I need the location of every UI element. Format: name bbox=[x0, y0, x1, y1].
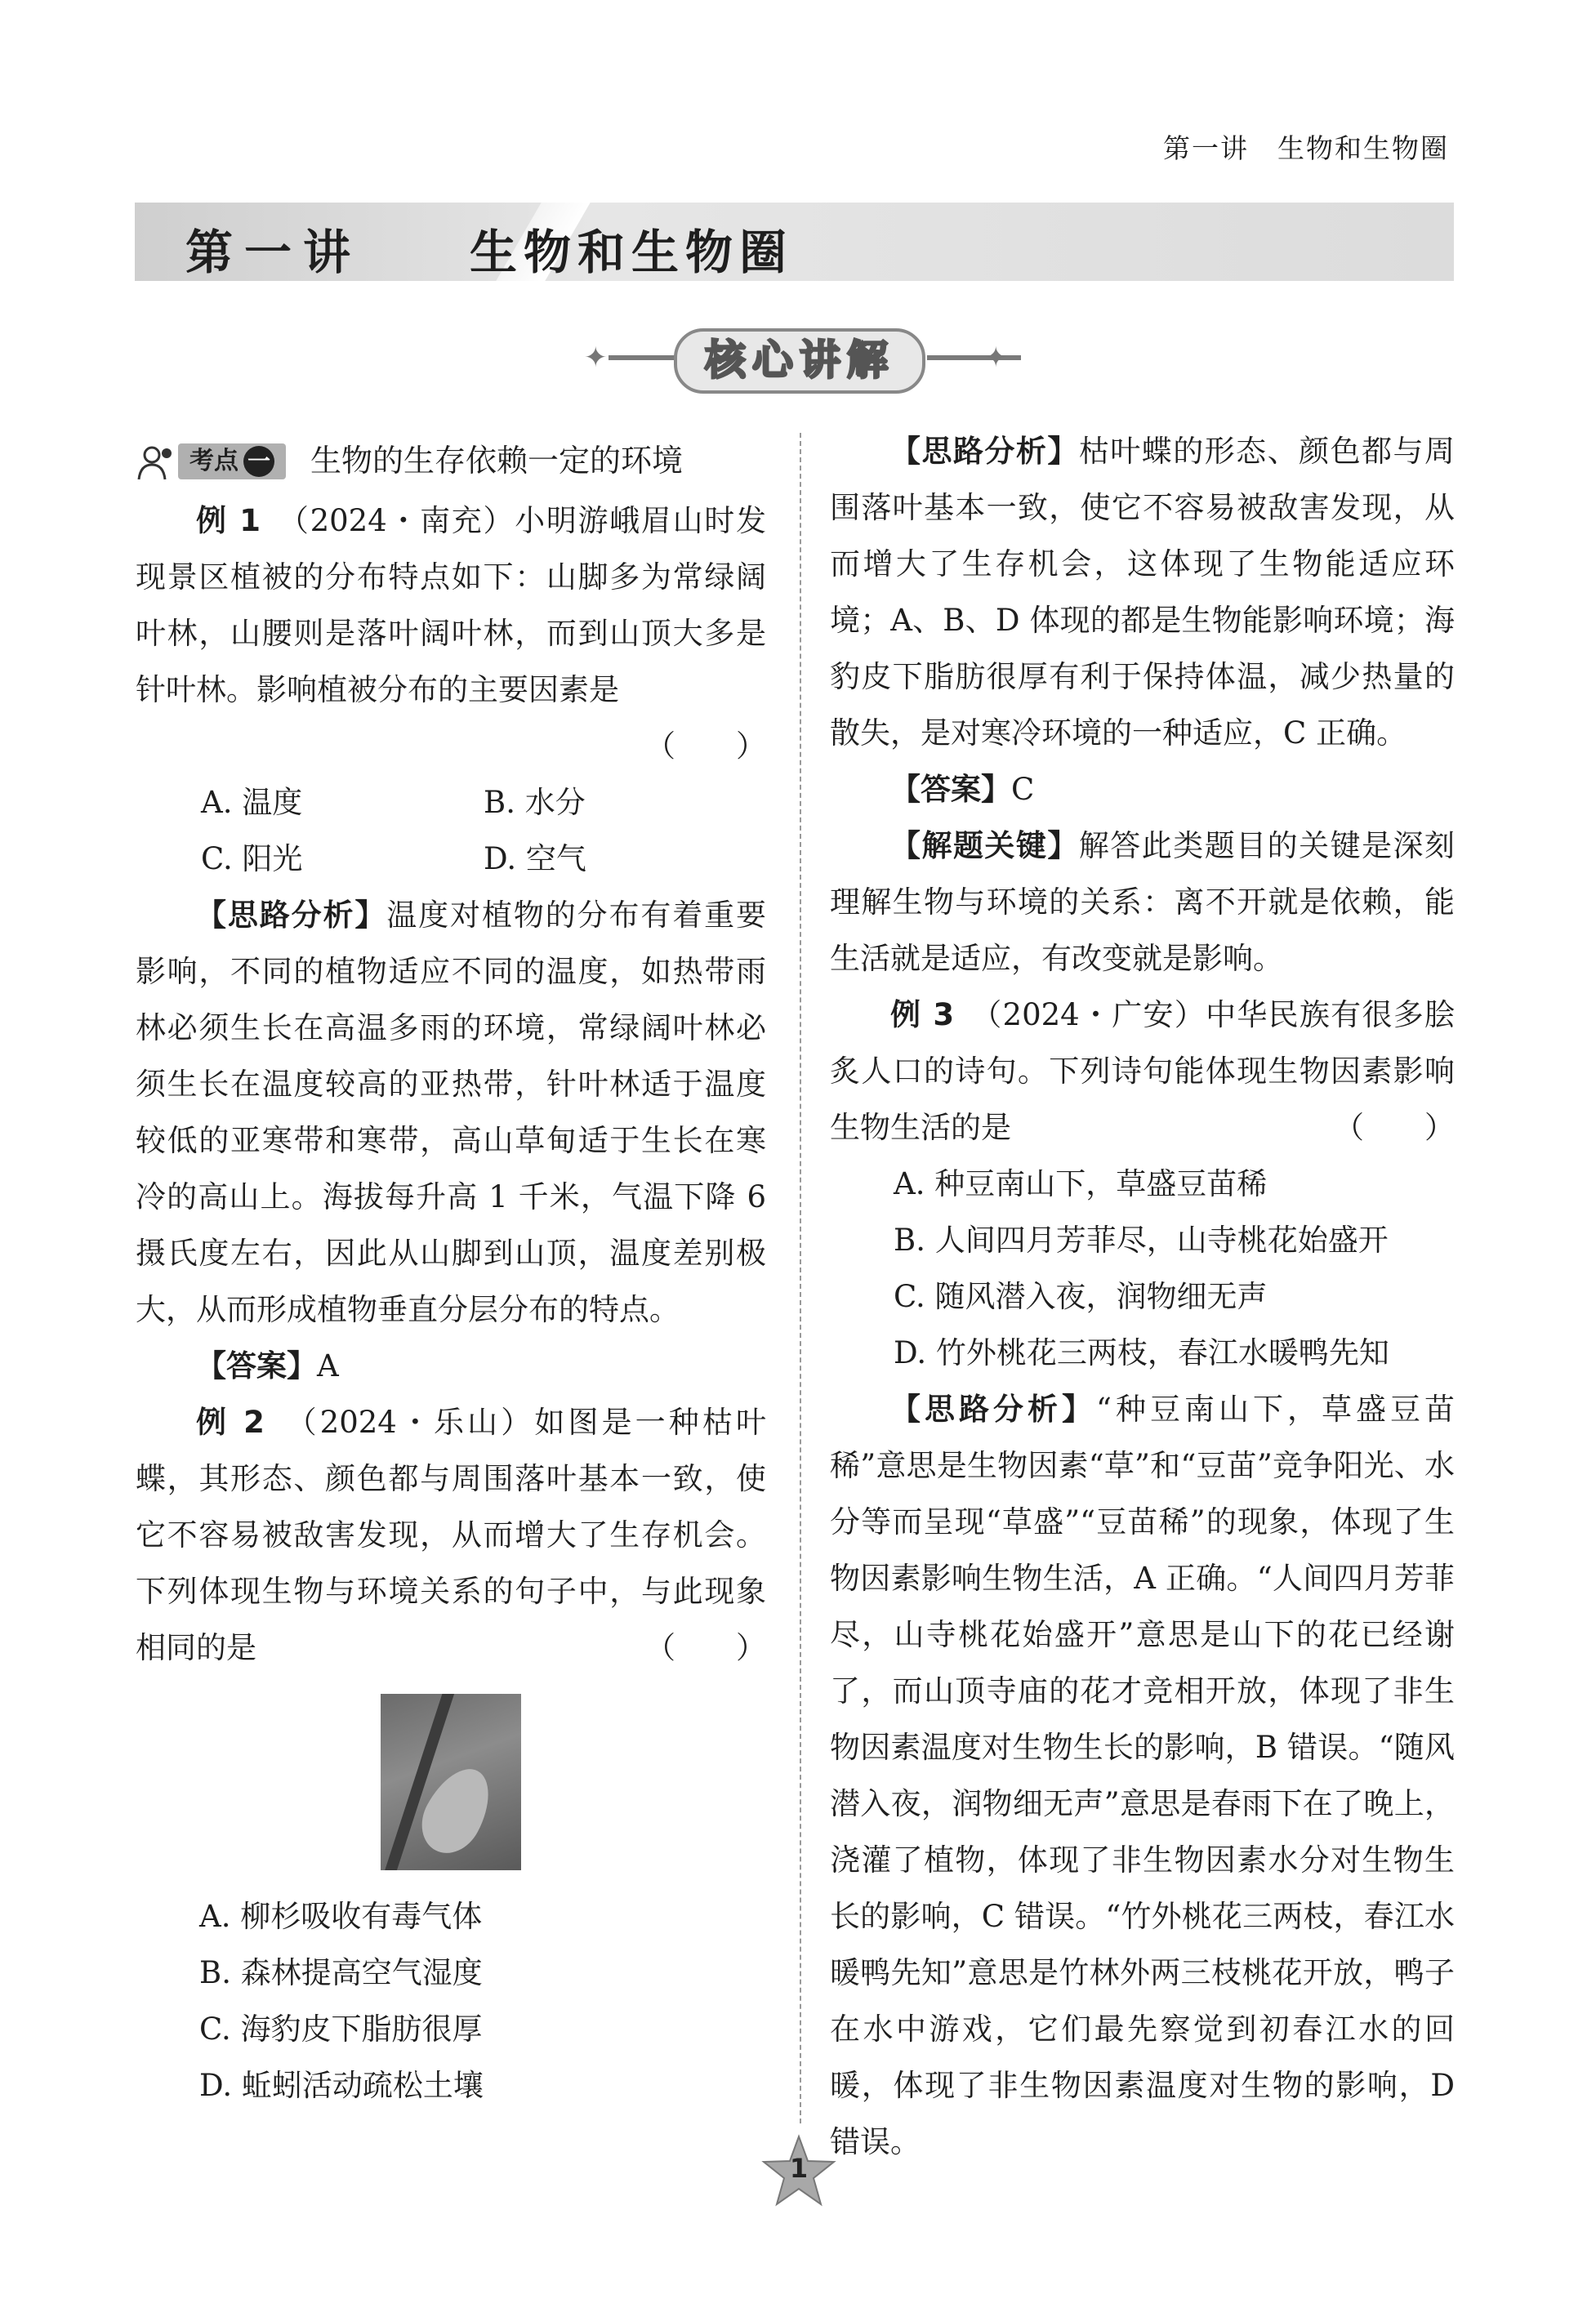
option: A. 温度 bbox=[201, 785, 303, 820]
example2-answer: 【答案】C bbox=[890, 772, 1035, 807]
example3-analysis: 【思路分析】“种豆南山下，草盛豆苗稀”意思是生物因素“草”和“豆苗”竞争阳光、水分等而呈现“草盛”“豆苗稀”的现象，体现了生物因素影响生物生活，A 正确。“人间四月芳菲尽，山寺桃花始盛开”意思是山下的花已经谢了，而山顶寺庙的花才竞相开放，体现了非生物因素温度对生物生长的影响，B 错误。“随风潜入夜，润物细无声”意思是春雨下在了晚上，浇灌了植物，体现了非生物因素水分对生物生长的影响，C 错误。“竹外桃花三两枝，春江水暖鸭先知”意思是竹林外两三枝桃花开放，鸭子在水中游戏，它们最先察觉到初春江水的回暖，体现了非生物因素温度对生物的影响，D 错误。 bbox=[830, 1392, 1455, 2159]
option: C. 随风潜入夜，润物细无声 bbox=[894, 1279, 1268, 1314]
answer-paren: （ ） bbox=[1334, 1110, 1455, 1145]
page-number: 1 bbox=[789, 2153, 809, 2184]
option: A. 柳杉吸收有毒气体 bbox=[199, 1899, 483, 1934]
option: A. 种豆南山下，草盛豆苗稀 bbox=[894, 1166, 1268, 1201]
star-icon: ✦ bbox=[584, 341, 608, 374]
chapter-number: 第一讲 bbox=[185, 225, 363, 280]
answer-paren: （ ） bbox=[645, 728, 766, 764]
left-column bbox=[136, 433, 766, 2114]
option: D. 竹外桃花三两枝，春江水暖鸭先知 bbox=[894, 1335, 1389, 1370]
example3-stem: 例 3 （2024・广安）中华民族有很多脍炙人口的诗句。下列诗句能体现生物因素影响生物生活的是 （ ） bbox=[830, 987, 1455, 1156]
option: D. 空气 bbox=[484, 841, 586, 876]
section-banner bbox=[584, 320, 1009, 395]
option: B. 人间四月芳菲尽，山寺桃花始盛开 bbox=[894, 1223, 1389, 1258]
knowledge-point-heading bbox=[136, 433, 766, 489]
running-head: 第一讲 生物和生物圈 bbox=[1163, 132, 1449, 164]
example3-options bbox=[830, 1156, 1455, 1381]
example1-options bbox=[136, 774, 766, 887]
example2-key: 【解题关键】解答此类题目的关键是深刻理解生物与环境的关系：离不开就是依赖，能生活就是适应，有改变就是影响。 bbox=[830, 828, 1456, 976]
knowledge-point-badge: 考点 一 bbox=[178, 443, 286, 479]
answer-paren: （ ） bbox=[645, 1630, 766, 1665]
example2-options bbox=[136, 1888, 766, 2114]
example1-answer: 【答案】A bbox=[196, 1348, 339, 1383]
knowledge-point-title: 生物的生存依赖一定的环境 bbox=[310, 443, 684, 479]
option: C. 阳光 bbox=[201, 841, 303, 876]
person-icon bbox=[136, 443, 173, 480]
dead-leaf-butterfly-image bbox=[381, 1694, 521, 1870]
column-divider bbox=[800, 433, 801, 2123]
example2-stem: 例 2 （2024・乐山）如图是一种枯叶蝶，其形态、颜色都与周围落叶基本一致，使它不容易被敌害发现，从而增大了生存机会。下列体现生物与环境关系的句子中，与此现象相同的是 （ ） bbox=[136, 1394, 766, 1676]
option: D. 蚯蚓活动疏松土壤 bbox=[199, 2068, 484, 2103]
example2-analysis: 【思路分析】枯叶蝶的形态、颜色都与周围落叶基本一致，使它不容易被敌害发现，从而增大了生存机会，这体现了生物能适应环境；A、B、D 体现的都是生物能影响环境；海豹皮下脂肪很厚有利于保持体温，减少热量的散失，是对寒冷环境的一种适应，C 正确。 bbox=[830, 434, 1456, 751]
section-banner-label: 核心讲解 bbox=[674, 328, 925, 394]
right-column bbox=[830, 423, 1455, 2170]
example1-stem: 例 1 （2024・南充）小明游峨眉山时发现景区植被的分布特点如下：山脚多为常绿阔叶林，山腰则是落叶阔叶林，而到山顶大多是针叶林。影响植被分布的主要因素是 bbox=[136, 503, 766, 707]
chapter-title: 生物和生物圈 bbox=[470, 225, 794, 280]
chapter-title-band bbox=[135, 203, 1454, 281]
example1-analysis: 【思路分析】温度对植物的分布有着重要影响，不同的植物适应不同的温度，如热带雨林必须生长在高温多雨的环境，常绿阔叶林必须生长在温度较高的亚热带，针叶林适于温度较低的亚寒带和寒带，高山草甸适于生长在寒冷的高山上。海拔每升高 1 千米，气温下降 6 摄氏度左右，因此从山脚到山顶，温度差别极大，从而形成植物垂直分层分布的特点。 bbox=[136, 898, 767, 1327]
star-icon: ✦ bbox=[984, 341, 1008, 374]
option: B. 水分 bbox=[484, 785, 586, 820]
page-number-badge bbox=[761, 2133, 836, 2208]
option: C. 海豹皮下脂肪很厚 bbox=[199, 2012, 483, 2047]
option: B. 森林提高空气湿度 bbox=[199, 1955, 483, 1990]
